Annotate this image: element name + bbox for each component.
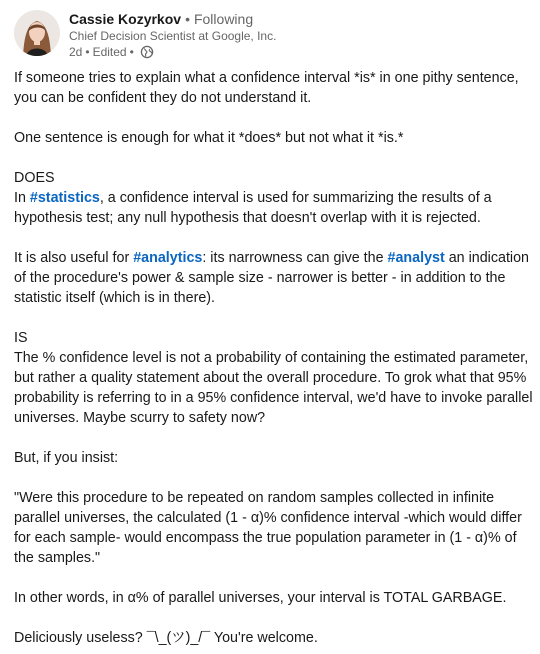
closing-paragraph: Deliciously useless? ¯\_(ツ)_/¯ You're welcome.	[14, 630, 318, 646]
time-separator: •	[85, 45, 90, 59]
name-separator: •	[185, 11, 190, 27]
author-name-line	[69, 10, 276, 28]
does-paragraph	[14, 188, 536, 228]
other-words-paragraph: In other words, in α% of parallel universes, your interval is TOTAL GARBAGE.	[14, 590, 507, 606]
avatar[interactable]	[14, 10, 60, 56]
does-section	[14, 168, 536, 228]
is-section	[14, 328, 536, 428]
edited-separator: •	[129, 45, 134, 59]
hashtag-statistics[interactable]: #statistics	[29, 190, 100, 206]
author-headline: Chief Decision Scientist at Google, Inc.	[69, 29, 277, 43]
useful-text-post: an indication of the procedure's power & sample size - narrower is better - in addition to the statistic itself (which is in there).	[14, 250, 530, 306]
does-text-pre: In	[14, 190, 30, 206]
avatar-image	[14, 10, 60, 56]
post-paragraph-intro: If someone tries to explain what a confidence interval *is* in one pithy sentence, you can be confident they do not understand it.	[14, 70, 519, 106]
edited-label: Edited	[92, 45, 127, 59]
hashtag-analytics[interactable]: #analytics	[133, 250, 203, 266]
post-paragraph-one-sentence: One sentence is enough for what it *does* but not what it *is.*	[14, 130, 404, 146]
does-heading: DOES	[14, 170, 55, 186]
is-paragraph: The % confidence level is not a probability of containing the estimated parameter, but rather a quality statement about the overall procedure. To grok what that 95% probability is referring to in a 95% confidence interval, we'd have to invoke parallel universes. Maybe scurry to safety now?	[14, 350, 533, 426]
useful-text-mid: : its narrowness can give the	[202, 250, 388, 266]
is-heading: IS	[14, 330, 28, 346]
author-meta	[69, 10, 276, 60]
post-body	[14, 68, 536, 648]
post-time-line	[69, 44, 276, 60]
hashtag-analyst[interactable]: #analyst	[387, 250, 445, 266]
post-header	[14, 10, 276, 60]
useful-paragraph	[14, 248, 536, 308]
globe-icon	[140, 45, 154, 59]
does-text-post: , a confidence interval is used for summarizing the results of a hypothesis test; any null hypothesis that doesn't overlap with it is rejected.	[14, 190, 492, 226]
insist-paragraph: But, if you insist:	[14, 450, 119, 466]
useful-text-pre: It is also useful for	[14, 250, 134, 266]
follow-status[interactable]: Following	[193, 11, 254, 27]
post-time[interactable]: 2d	[69, 45, 83, 59]
author-name[interactable]: Cassie Kozyrkov	[69, 11, 182, 27]
quote-paragraph: "Were this procedure to be repeated on random samples collected in infinite parallel universes, the calculated (1 - α)% confidence interval -which would differ for each sample- would encompass the true population parameter in (1 - α)% of the samples."	[14, 490, 522, 566]
